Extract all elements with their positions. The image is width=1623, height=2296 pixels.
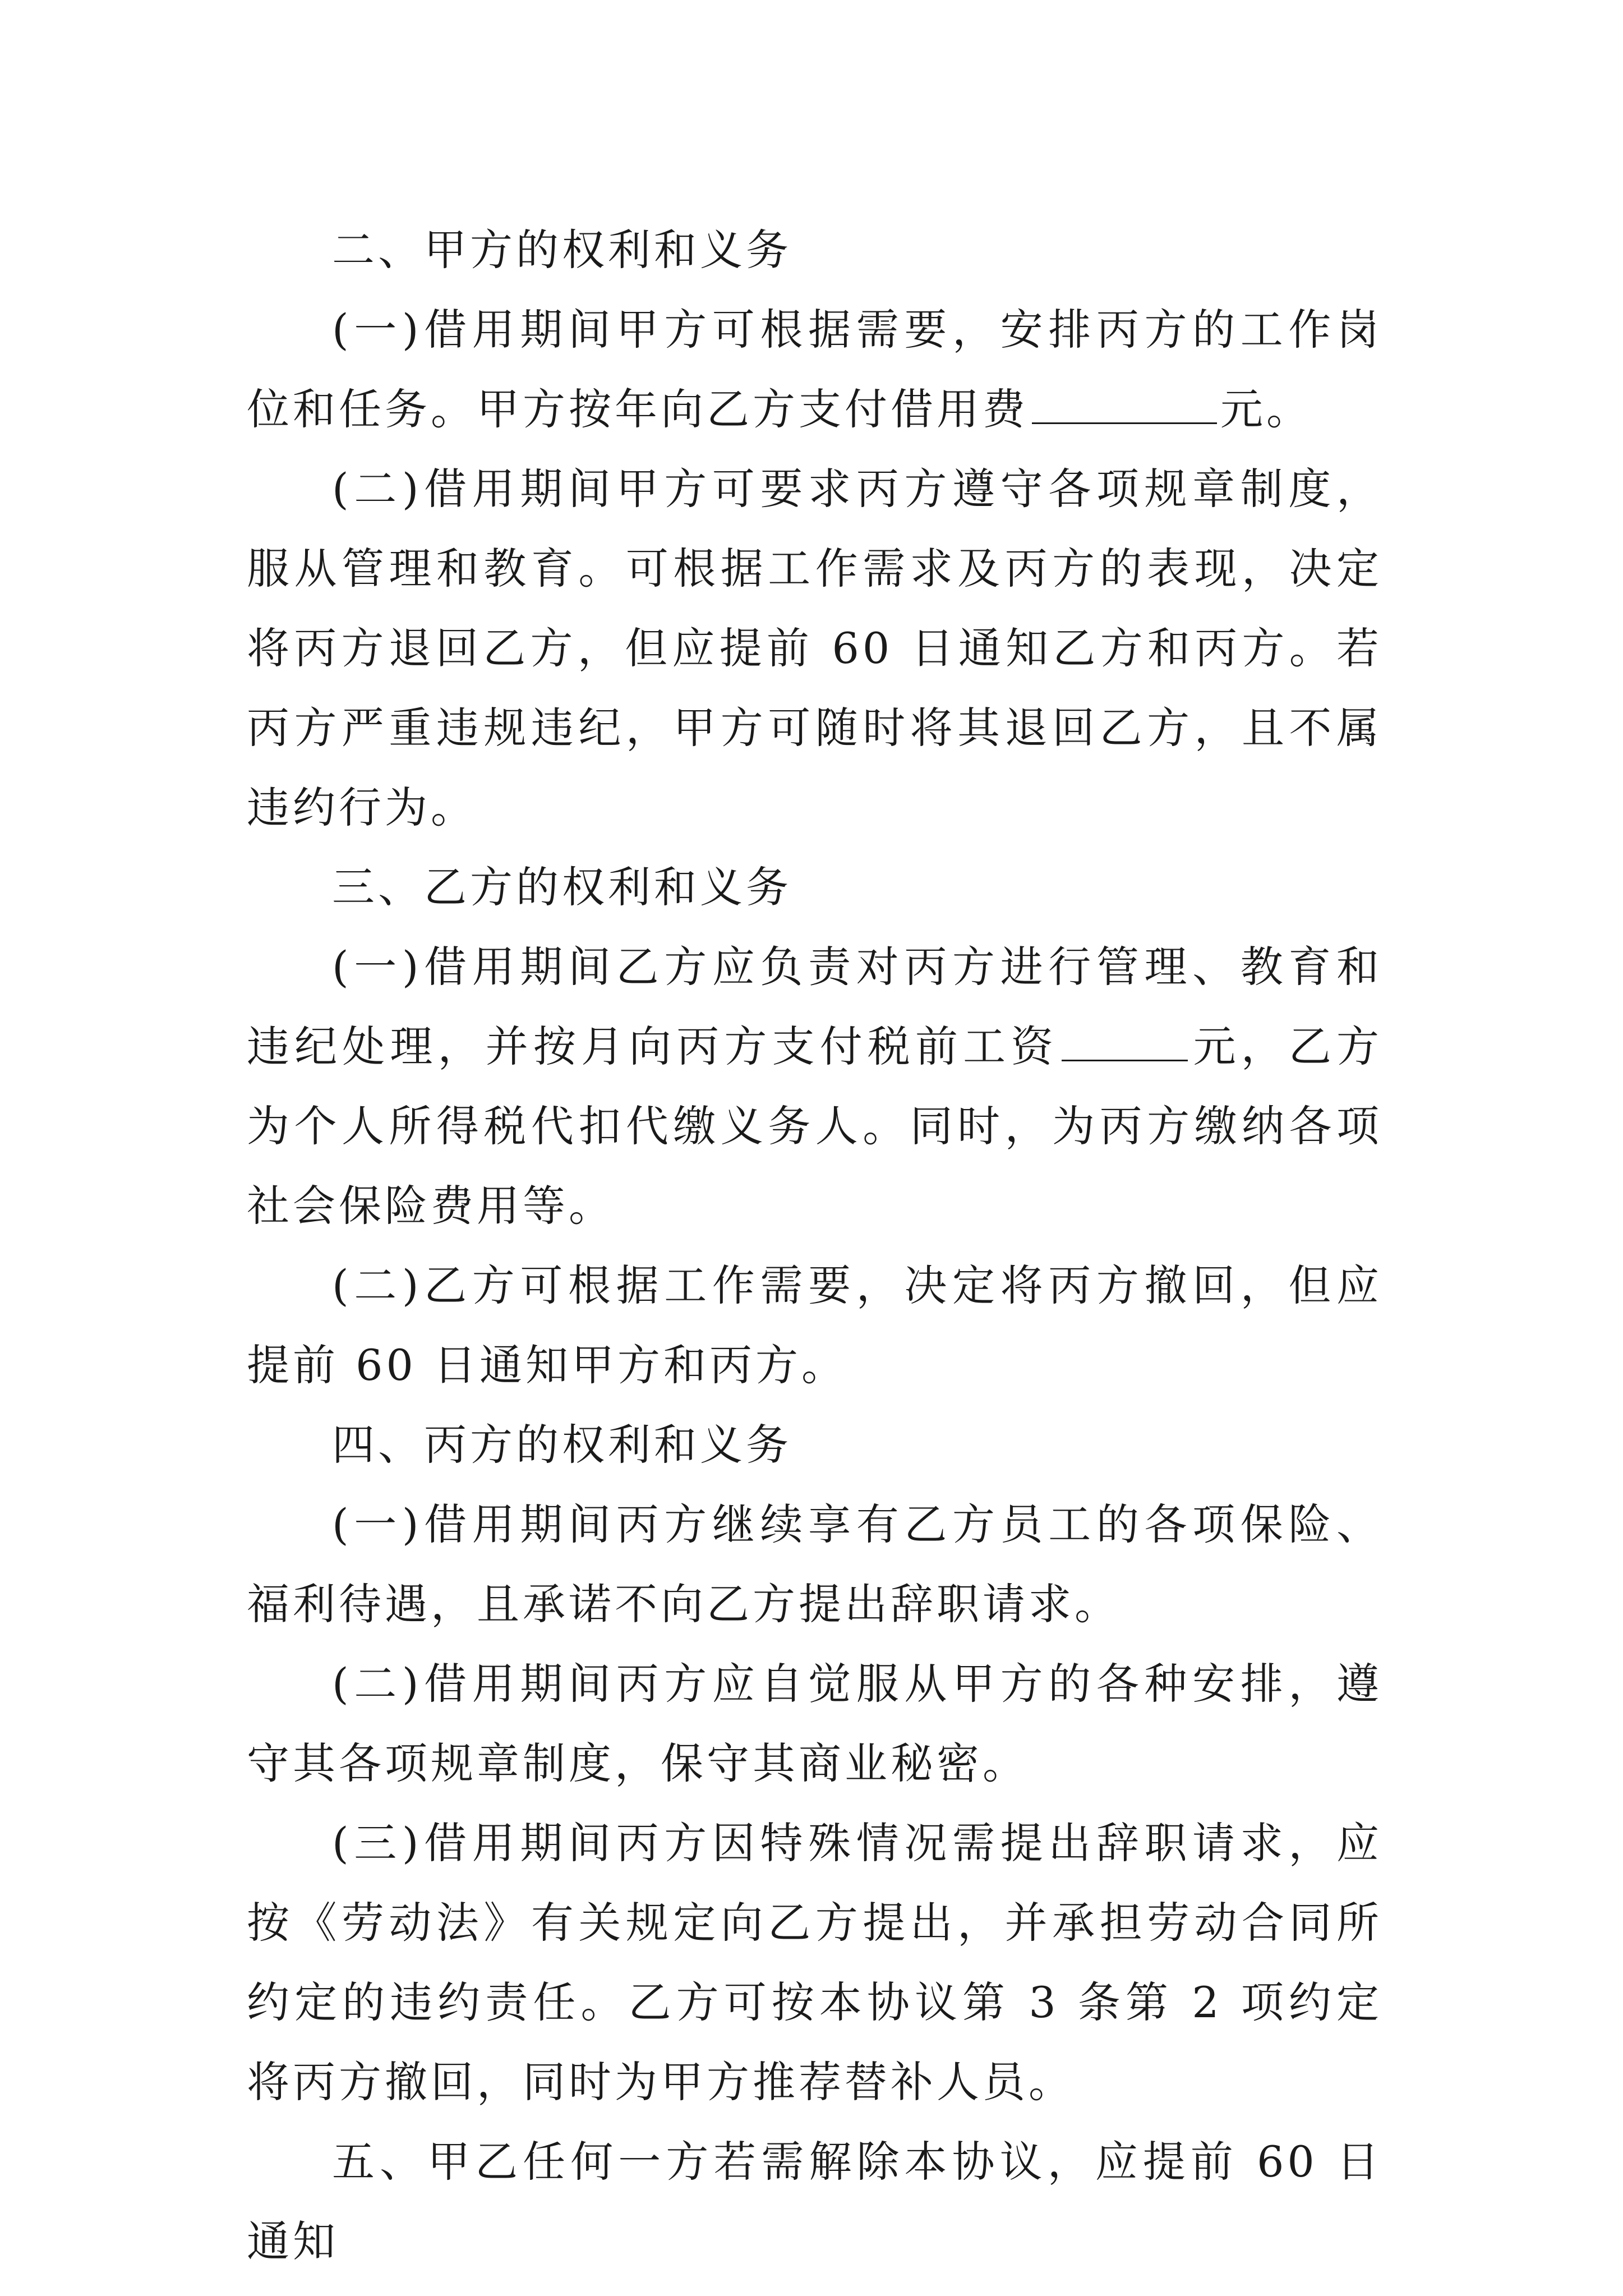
clause-b-1 xyxy=(247,927,1382,1246)
salary-blank xyxy=(1062,1020,1188,1061)
clause-a-1 xyxy=(247,290,1382,449)
section-heading-party-c: 四、丙方的权利和义务 xyxy=(332,1420,792,1470)
clause-c-1: (一)借用期间丙方继续享有乙方员工的各项保险、福利待遇，且承诺不向乙方提出辞职请求。 xyxy=(247,1499,1382,1629)
section-heading-termination: 五、甲乙任何一方若需解除本协议，应提前 60 日通知 xyxy=(247,2137,1382,2266)
clause-b-1-tail: 元，乙方为个人所得税代扣代缴义务人。同时，为丙方缴纳各项社会保险费用等。 xyxy=(247,1022,1383,1231)
clause-b-2: (二)乙方可根据工作需要，决定将丙方撤回，但应提前 60 日通知甲方和丙方。 xyxy=(247,1260,1382,1390)
clause-c-3: (三)借用期间丙方因特殊情况需提出辞职请求，应按《劳动法》有关规定向乙方提出，并承担劳动合同所约定的违约责任。乙方可按本协议第 3 条第 2 项约定将丙方撤回，同时为甲方推荐替补人员。 xyxy=(247,1818,1382,2107)
section-heading-party-b: 三、乙方的权利和义务 xyxy=(332,862,792,912)
clause-a-2: (二)借用期间甲方可要求丙方遵守各项规章制度，服从管理和教育。可根据工作需求及丙方的表现，决定将丙方退回乙方，但应提前 60 日通知乙方和丙方。若丙方严重违规违纪，甲方可随时将其退回乙方，且不属违约行为。 xyxy=(247,464,1382,832)
clause-b-1-text: (一)借用期间乙方应负责对丙方进行管理、教育和违纪处理，并按月向丙方支付税前工资 xyxy=(247,942,1382,1071)
clause-a-1-text: (一)借用期间甲方可根据需要，安排丙方的工作岗位和任务。甲方按年向乙方支付借用费 xyxy=(247,305,1382,434)
document-body xyxy=(247,210,1382,2281)
section-heading-party-a: 二、甲方的权利和义务 xyxy=(332,225,792,275)
clause-c-2: (二)借用期间丙方应自觉服从甲方的各种安排，遵守其各项规章制度，保守其商业秘密。 xyxy=(247,1659,1382,1788)
clause-a-1-tail: 元。 xyxy=(1220,384,1312,434)
borrow-fee-blank xyxy=(1032,383,1217,424)
